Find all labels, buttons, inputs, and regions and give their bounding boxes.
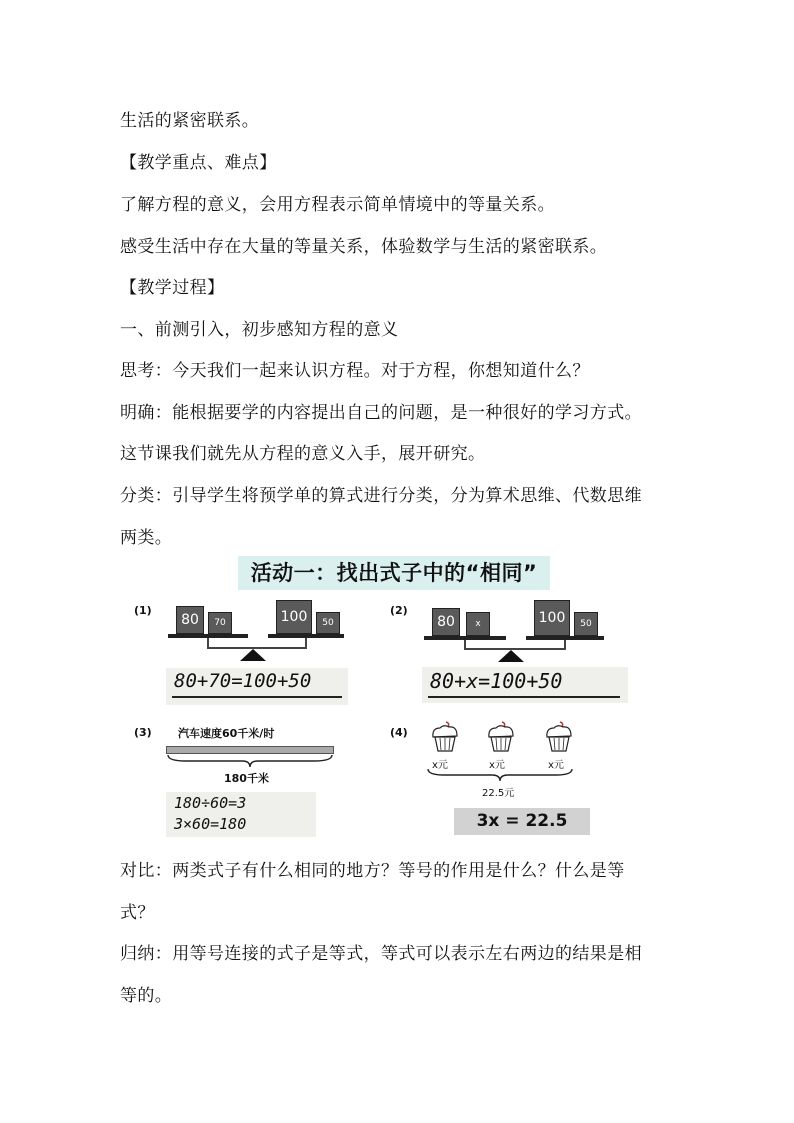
weight-box: x [466, 612, 490, 636]
fulcrum-icon [240, 649, 266, 661]
handwritten-equation: 80+x=100+50 [422, 667, 628, 703]
panel-number: (1) [134, 604, 152, 617]
price-label: x元 [432, 760, 448, 771]
speed-label: 汽车速度60千米/时 [178, 727, 275, 740]
section-heading: 【教学过程】 [120, 278, 225, 298]
brace-icon [426, 768, 576, 782]
text-line: 归纳：用等号连接的式子是等式，等式可以表示左右两边的结果是相 [120, 944, 642, 964]
price-label: x元 [548, 760, 564, 771]
weight-box: 100 [534, 600, 570, 636]
weight-box: 50 [574, 612, 598, 636]
weight-box: 80 [432, 608, 460, 636]
weight-box: 100 [276, 600, 312, 634]
equation-box: 3x = 22.5 [454, 808, 590, 835]
cupcake-icon [486, 720, 516, 754]
road-bar [166, 746, 334, 754]
text-line: 了解方程的意义，会用方程表示简单情境中的等量关系。 [120, 195, 555, 215]
fulcrum-icon [498, 650, 524, 662]
brace-icon [166, 754, 334, 768]
text-line: 式？ [120, 903, 155, 923]
text-line: 生活的紧密联系。 [120, 111, 260, 131]
distance-label: 180千米 [224, 772, 269, 785]
section-heading: 【教学重点、难点】 [120, 153, 277, 173]
text-line: 等的。 [120, 986, 173, 1006]
text-line: 对比：两类式子有什么相同的地方？等号的作用是什么？什么是等 [120, 861, 625, 881]
handwritten-equation: 80+70=100+50 [166, 668, 348, 705]
panel-number: (2) [390, 604, 408, 617]
price-label: x元 [489, 760, 505, 771]
weight-box: 70 [208, 612, 232, 634]
handwritten-equations: 180÷60=3 3×60=180 [166, 792, 316, 837]
cupcake-icon [430, 720, 460, 754]
text-line: 思考：今天我们一起来认识方程。对于方程，你想知道什么？ [120, 361, 590, 381]
weight-box: 50 [316, 612, 340, 634]
figure-title: 活动一：找出式子中的“相同” [238, 556, 550, 590]
text-line: 分类：引导学生将预学单的算式进行分类，分为算术思维、代数思维 [120, 486, 642, 506]
weight-box: 80 [176, 606, 204, 634]
activity-figure [128, 556, 648, 841]
panel-number: (4) [390, 726, 408, 739]
cupcake-icon [544, 720, 574, 754]
total-label: 22.5元 [482, 788, 515, 799]
panel-number: (3) [134, 726, 152, 739]
text-line: 明确：能根据要学的内容提出自己的问题，是一种很好的学习方式。 [120, 403, 642, 423]
text-line: 感受生活中存在大量的等量关系，体验数学与生活的紧密联系。 [120, 237, 608, 257]
text-line: 两类。 [120, 528, 173, 548]
text-line: 这节课我们就先从方程的意义入手，展开研究。 [120, 444, 486, 464]
subsection-heading: 一、前测引入，初步感知方程的意义 [120, 320, 399, 340]
